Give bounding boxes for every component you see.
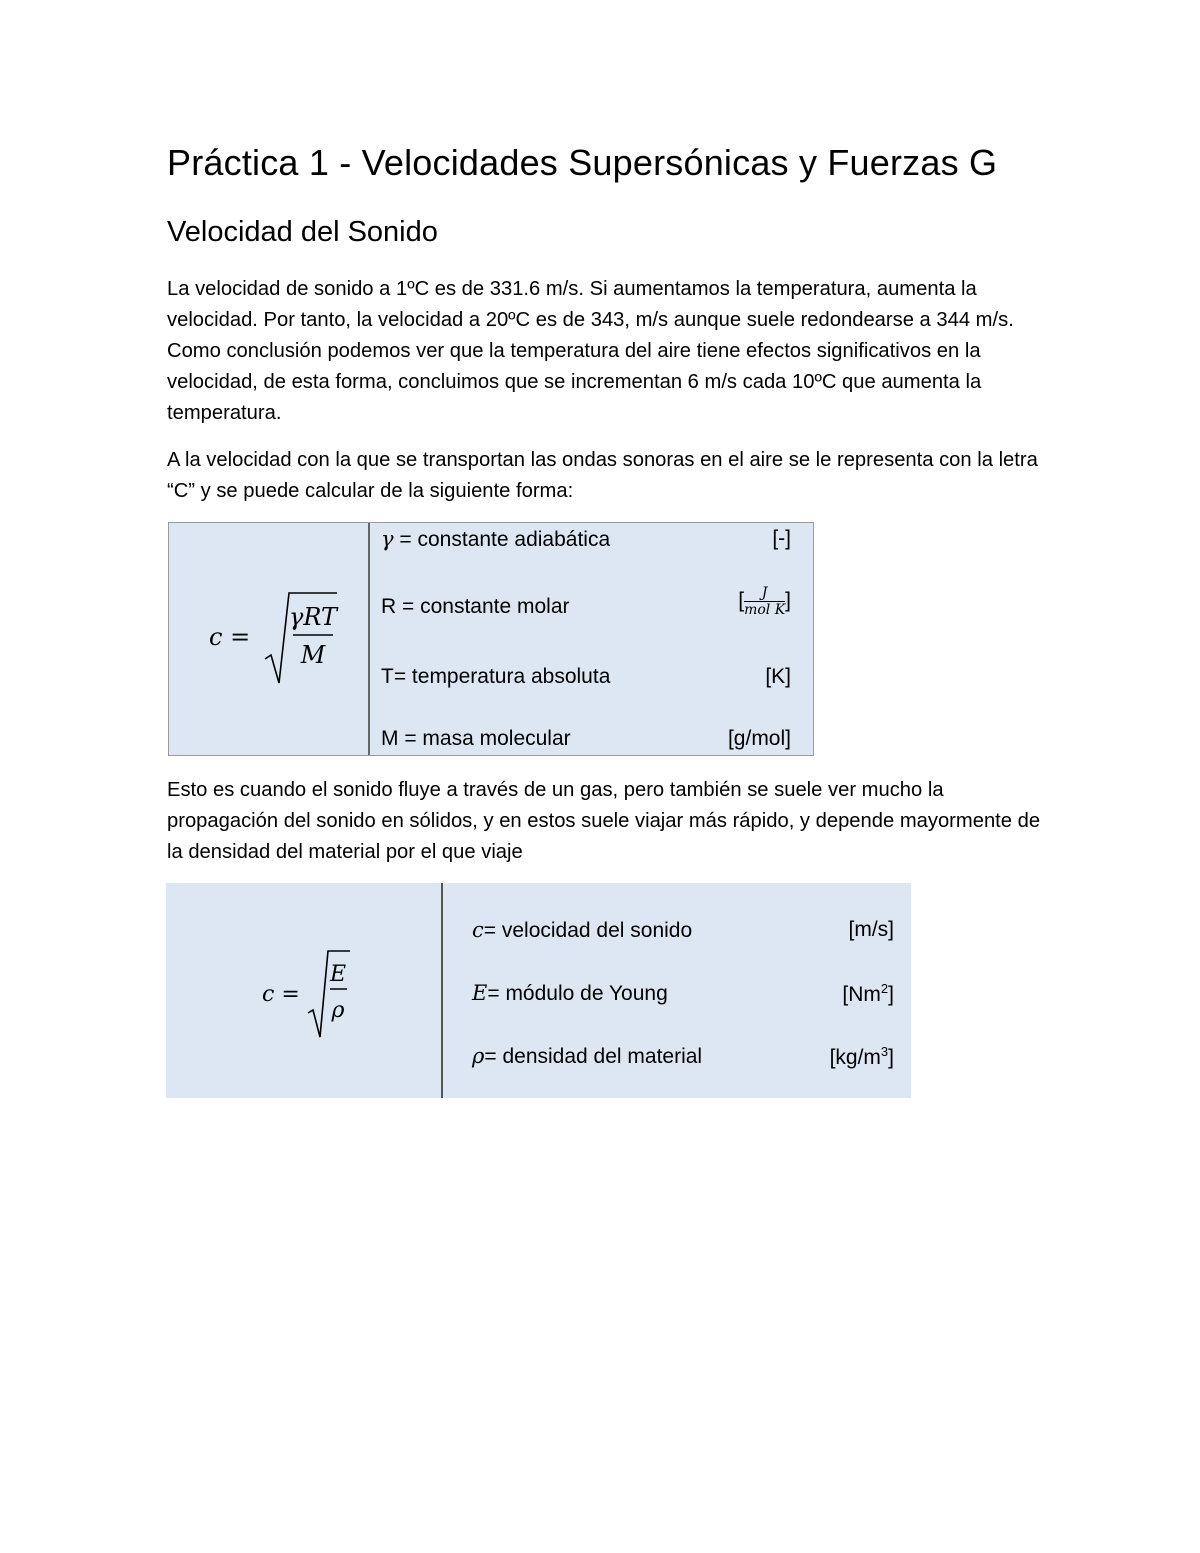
solid-variable-symbol: c (472, 918, 484, 942)
gas-variable-row (381, 585, 791, 623)
gas-variable-label: R = constante molar (381, 595, 570, 618)
solid-variable-symbol: ρ (472, 1044, 485, 1068)
gas-variable-label: M = masa molecular (381, 727, 571, 750)
unit-numerator: J (744, 585, 785, 602)
solid-variable-label: = velocidad del sonido (483, 919, 693, 942)
paragraph-solids: Esto es cuando el sonido fluye a través de un gas, pero también se suele ver mucho la propagación del sonido en sólidos, y en estos suele viajar más rápido, y depende mayormente de la densidad del material por el que viaje (167, 779, 1041, 863)
gas-variable-unit: [ $\frac{J}{\text{mol K}}$ ] (738, 585, 791, 618)
solid-speed-formula (256, 943, 406, 1043)
gas-variable-symbol: γ (381, 527, 394, 551)
solid-variable-row (472, 981, 894, 1009)
solid-formula-denominator: ρ (331, 998, 345, 1023)
paragraph-intro: La velocidad de sonido a 1ºC es de 331.6 m/s. Si aumentamos la temperatura, aumenta la velocidad. Por tanto, la velocidad a 20ºC es de 343, m/s aunque suele redondearse a 344 m/s. Como conclusión podemos ver que la temperatura del aire tiene efectos significativos en la velocidad, de esta forma, concluimos que se incrementan 6 m/s cada 10ºC que aumenta la temperatura. (167, 278, 1014, 424)
gas-formula-divider (368, 523, 370, 755)
solid-variable-symbol: E (472, 981, 488, 1005)
gas-formula-lhs: c = (209, 623, 251, 651)
solid-variable-row (472, 918, 894, 946)
solid-formula-numerator: E (329, 962, 347, 987)
gas-formula-numerator: γRT (289, 603, 337, 631)
gas-variable-label: = constante adiabática (393, 528, 611, 551)
gas-variable-row (381, 527, 791, 555)
solid-formula-lhs: c = (262, 982, 300, 1007)
solid-formula-box (166, 883, 911, 1098)
section-title: Velocidad del Sonido (167, 216, 438, 248)
gas-formula-denominator: M (300, 641, 326, 669)
solid-variable-unit: [Nm$^2$] (842, 981, 894, 1006)
solid-formula-divider (441, 883, 443, 1098)
gas-variable-unit: [K] (765, 665, 791, 688)
unit-denominator: mol K (744, 602, 786, 618)
gas-formula-box (168, 522, 814, 756)
document-title: Práctica 1 - Velocidades Supersónicas y Fuerzas G (167, 142, 998, 183)
gas-variable-unit: [-] (772, 527, 791, 550)
solid-variable-row (472, 1044, 894, 1072)
gas-variable-row (381, 727, 791, 755)
gas-variable-row (381, 665, 791, 693)
gas-speed-formula (209, 583, 359, 703)
solid-variable-unit: $[kg/m^3]$ (829, 1044, 894, 1069)
gas-variable-unit: [g/mol] (727, 727, 791, 750)
solid-variable-label: = módulo de Young (487, 982, 668, 1005)
gas-variable-label: T= temperatura absoluta (381, 665, 611, 688)
solid-variable-unit: [m/s] (848, 918, 894, 941)
solid-variable-label: = densidad del material (484, 1045, 703, 1068)
paragraph-formula-intro: A la velocidad con la que se transportan las ondas sonoras en el aire se le representa con la letra “C” y se puede calcular de la siguiente forma: (167, 449, 1038, 502)
